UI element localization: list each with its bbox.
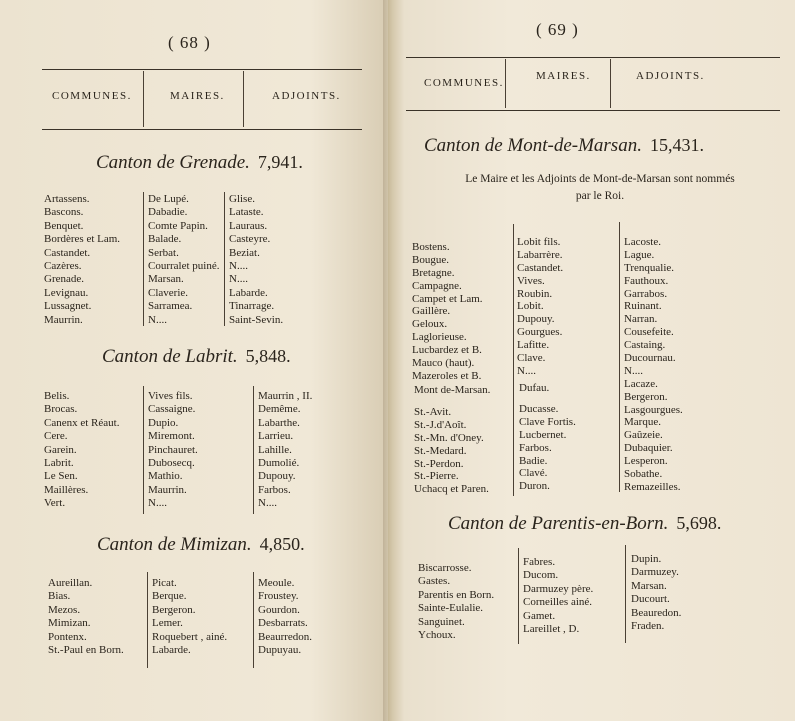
- canton-title: [97, 534, 305, 556]
- maire: Vives.: [517, 274, 545, 287]
- canton-title: [448, 513, 721, 535]
- adjoint: Maurrin , II.: [258, 390, 313, 402]
- commune: Campet et Lam.: [412, 292, 483, 305]
- maire: Duron.: [519, 480, 550, 493]
- commune: Gaillère.: [412, 305, 451, 318]
- header-maires: MAIRES.: [536, 70, 591, 82]
- maire: Labarrère.: [517, 248, 563, 261]
- commune: Bascons.: [44, 206, 84, 219]
- maire: Mathio.: [148, 470, 183, 483]
- commune: Cere.: [44, 430, 68, 443]
- maire: Darmuzey père.: [523, 582, 594, 595]
- communes-column: [418, 562, 494, 642]
- maire: Sarramea.: [148, 300, 193, 313]
- adjoint: Fauthoux.: [624, 274, 669, 287]
- commune: St.-Avit.: [414, 406, 452, 418]
- adjoint: Darmuzey.: [631, 566, 679, 579]
- adjoint: Garrabos.: [624, 287, 668, 300]
- commune: St.-Paul en Born.: [48, 643, 124, 656]
- commune: Canenx et Réaut.: [44, 416, 120, 429]
- column-divider: [143, 192, 144, 326]
- canton-name: Canton de Mont-de-Marsan.: [424, 135, 642, 156]
- maire: Dupouy.: [517, 313, 555, 326]
- commune: Biscarrosse.: [418, 562, 472, 574]
- adjoints-column: [631, 553, 681, 633]
- left-page: [0, 0, 388, 721]
- adjoint: Lague.: [624, 248, 655, 261]
- adjoint: Labarthe.: [258, 416, 300, 429]
- header-adjoints: ADJOINTS.: [272, 90, 341, 102]
- maire: Ducasse.: [519, 403, 559, 415]
- maire: Courralet puiné.: [148, 259, 220, 272]
- commune: Belis.: [44, 390, 70, 402]
- maires-column: [517, 236, 563, 378]
- commune: Garein.: [44, 443, 77, 456]
- adjoint: Gaûzeie.: [624, 429, 663, 442]
- commune: Gastes.: [418, 575, 451, 588]
- adjoint: N....: [624, 364, 643, 377]
- canton-population: 15,431.: [649, 135, 704, 155]
- maire: Vives fils.: [148, 390, 193, 402]
- adjoint: Larrieu.: [258, 430, 294, 443]
- canton-population: 4,850.: [259, 534, 305, 554]
- adjoint: Lasgourgues.: [624, 403, 683, 416]
- maire: Berque.: [152, 590, 187, 603]
- commune: Bordères et Lam.: [44, 233, 121, 246]
- commune: Ychoux.: [418, 628, 456, 641]
- maire: Clave Fortis.: [519, 415, 576, 428]
- commune: Lussagnet.: [44, 300, 92, 313]
- header-bottom-rule: [406, 110, 780, 111]
- header-top-rule: [42, 69, 362, 70]
- commune: Lucbardez et B.: [412, 344, 482, 357]
- maire: Balade.: [148, 233, 182, 246]
- column-divider: [518, 548, 519, 644]
- adjoint: Desbarrats.: [258, 617, 308, 630]
- adjoint: Lesperon.: [624, 455, 668, 468]
- column-divider: [253, 572, 254, 668]
- adjoint: Lauraus.: [229, 219, 268, 232]
- maire: Lobit fils.: [517, 236, 561, 248]
- maires-column: [519, 382, 549, 395]
- adjoint: Marque.: [624, 416, 661, 429]
- commune: Sanguinet.: [418, 615, 465, 628]
- canton-population: 5,848.: [245, 346, 291, 366]
- adjoint: Glise.: [229, 193, 255, 205]
- commune: Vert.: [44, 497, 66, 510]
- communes-column: [414, 406, 489, 496]
- communes-column: [414, 384, 490, 397]
- commune: Artassens.: [44, 193, 90, 205]
- header-adjoints: ADJOINTS.: [636, 70, 705, 82]
- maire: Lobit.: [517, 300, 544, 313]
- adjoint: Lacoste.: [624, 236, 661, 248]
- communes-column: [48, 577, 124, 657]
- page-number: ( 68 ): [168, 33, 211, 52]
- commune: Benquet.: [44, 219, 84, 232]
- commune: Uchacq et Paren.: [414, 483, 489, 496]
- maire: N....: [148, 313, 167, 326]
- adjoint: Froustey.: [258, 590, 299, 603]
- adjoint: Meoule.: [258, 577, 295, 589]
- maire: Bergeron.: [152, 603, 196, 616]
- column-divider: [243, 71, 244, 127]
- canton-population: 7,941.: [257, 152, 303, 172]
- commune: Grenade.: [44, 273, 85, 286]
- commune: Maillères.: [44, 483, 89, 496]
- maires-column: [148, 193, 219, 327]
- adjoints-column: [258, 577, 312, 657]
- right-page: [388, 0, 795, 721]
- maire: Marsan.: [148, 273, 184, 286]
- adjoint: Labarde.: [229, 286, 268, 299]
- adjoint: Fraden.: [631, 619, 665, 632]
- adjoint: Saint-Sevin.: [229, 313, 284, 326]
- adjoint: N....: [258, 497, 277, 510]
- commune: St.-Perdon.: [414, 457, 464, 470]
- commune: Castandet.: [44, 246, 91, 259]
- maire: Corneilles ainé.: [523, 596, 593, 609]
- adjoint: Gourdon.: [258, 603, 300, 616]
- maire: Lucbernet.: [519, 428, 567, 441]
- maire: Labarde.: [152, 643, 191, 656]
- maire: Farbos.: [519, 441, 552, 454]
- column-divider: [147, 572, 148, 668]
- maire: Dubosecq.: [148, 456, 195, 469]
- maire: Fabres.: [523, 556, 556, 568]
- commune: Bias.: [48, 590, 71, 603]
- adjoint: Dubaquier.: [624, 442, 673, 455]
- canton-population: 5,698.: [676, 513, 722, 533]
- commune: Le Sen.: [44, 470, 78, 483]
- maire: Cassaigne.: [148, 403, 196, 416]
- header-maires: MAIRES.: [170, 90, 225, 102]
- adjoint: Castaing.: [624, 339, 666, 352]
- page-number: ( 69 ): [536, 20, 579, 39]
- header-top-rule: [406, 57, 780, 58]
- adjoint: N....: [229, 259, 248, 272]
- commune: St.-Medard.: [414, 444, 467, 457]
- maire: Badie.: [519, 454, 548, 467]
- commune: Brocas.: [44, 403, 78, 416]
- maire: Miremont.: [148, 430, 195, 443]
- maire: N....: [517, 364, 536, 377]
- maire: Roquebert , ainé.: [152, 630, 228, 643]
- column-divider: [513, 224, 514, 496]
- canton-name: Canton de Labrit.: [102, 346, 238, 367]
- commune: Mauco (haut).: [412, 357, 475, 370]
- maires-column: [523, 556, 593, 636]
- adjoint: Dupuyau.: [258, 643, 302, 656]
- header-communes: COMMUNES.: [52, 90, 132, 102]
- adjoint: Dumolié.: [258, 456, 300, 469]
- commune: Cazères.: [44, 259, 82, 272]
- maire: Dufau.: [519, 382, 550, 394]
- communes-column: [412, 241, 483, 383]
- adjoints-column: [258, 390, 312, 511]
- maire: Gourgues.: [517, 326, 563, 339]
- canton-title: [424, 135, 704, 157]
- column-divider: [610, 59, 611, 108]
- commune: Mont de-Marsan.: [414, 384, 491, 396]
- adjoint: Bergeron.: [624, 390, 668, 403]
- adjoint: Lataste.: [229, 206, 264, 219]
- adjoint: Sobathe.: [624, 468, 663, 481]
- adjoint: Beaurredon.: [258, 630, 313, 643]
- book-gutter: [383, 0, 393, 721]
- canton-name: Canton de Mimizan.: [97, 534, 252, 555]
- adjoint: Demême.: [258, 403, 301, 416]
- commune: Pontenx.: [48, 630, 87, 643]
- maire: Ducom.: [523, 569, 559, 582]
- commune: Campagne.: [412, 279, 462, 292]
- header-communes: COMMUNES.: [424, 77, 504, 89]
- commune: Labrit.: [44, 456, 74, 469]
- adjoint: Ducourt.: [631, 593, 670, 606]
- commune: Mezos.: [48, 603, 81, 616]
- column-divider: [619, 222, 620, 492]
- maire: De Lupé.: [148, 193, 189, 205]
- column-divider: [505, 59, 506, 108]
- adjoint: Beauredon.: [631, 606, 682, 619]
- adjoint: Remazeilles.: [624, 480, 681, 493]
- commune: St.-Pierre.: [414, 470, 459, 483]
- adjoint: Lahille.: [258, 443, 292, 456]
- maire: Lareillet , D.: [523, 622, 580, 635]
- adjoint: N....: [229, 273, 248, 286]
- adjoint: Ruinant.: [624, 300, 662, 313]
- maire: Claverie.: [148, 286, 189, 299]
- adjoint: Beziat.: [229, 246, 260, 259]
- column-divider: [224, 192, 225, 326]
- maire: Lafitte.: [517, 339, 550, 352]
- adjoint: Dupin.: [631, 553, 662, 565]
- maire: Maurrin.: [148, 483, 187, 496]
- maire: Picat.: [152, 577, 177, 589]
- maire: Comte Papin.: [148, 219, 208, 232]
- communes-column: [44, 193, 120, 327]
- maires-column: [152, 577, 227, 657]
- canton-name: Canton de Grenade.: [96, 152, 250, 173]
- commune: Mimizan.: [48, 617, 91, 630]
- maire: Serbat.: [148, 246, 179, 259]
- maire: Dabadie.: [148, 206, 188, 219]
- maire: Clavé.: [519, 467, 548, 480]
- maire: Roubin.: [517, 287, 553, 300]
- commune: St.-Mn. d'Oney.: [414, 431, 484, 444]
- commune: Mazeroles et B.: [412, 369, 482, 382]
- canton-title: [102, 346, 291, 368]
- maires-column: [148, 390, 198, 511]
- adjoints-column: [624, 236, 683, 494]
- adjoint: Farbos.: [258, 483, 291, 496]
- adjoint: Ducournau.: [624, 352, 676, 365]
- adjoint: Casteyre.: [229, 233, 271, 246]
- maire: N....: [148, 497, 167, 510]
- column-divider: [253, 386, 254, 514]
- adjoint: Dupouy.: [258, 470, 296, 483]
- commune: St.-J.d'Aoît.: [414, 418, 467, 431]
- column-divider: [143, 71, 144, 127]
- commune: Maurrin.: [44, 313, 83, 326]
- communes-column: [44, 390, 119, 511]
- canton-note: par le Roi.: [575, 190, 625, 202]
- adjoint: Lacaze.: [624, 377, 658, 390]
- maire: Pinchauret.: [148, 443, 198, 456]
- adjoints-column: [229, 193, 283, 327]
- commune: Aureillan.: [48, 577, 93, 589]
- canton-name: Canton de Parentis-en-Born.: [448, 513, 669, 534]
- maire: Castandet.: [517, 261, 564, 274]
- maire: Gamet.: [523, 609, 556, 622]
- adjoint: Trenqualie.: [624, 261, 675, 274]
- commune: Parentis en Born.: [418, 588, 495, 601]
- maires-column: [519, 403, 576, 493]
- adjoint: Marsan.: [631, 579, 667, 592]
- commune: Bretagne.: [412, 266, 455, 279]
- commune: Sainte-Eulalie.: [418, 602, 484, 615]
- maire: Dupio.: [148, 416, 179, 429]
- maire: Clave.: [517, 352, 546, 365]
- commune: Geloux.: [412, 318, 448, 331]
- commune: Levignau.: [44, 286, 89, 299]
- canton-note: Le Maire et les Adjoints de Mont-de-Marsan sont nommés: [465, 173, 735, 185]
- adjoint: Narran.: [624, 313, 658, 326]
- column-divider: [625, 545, 626, 643]
- maire: Lemer.: [152, 617, 183, 630]
- adjoint: Tinarrage.: [229, 300, 275, 313]
- header-bottom-rule: [42, 129, 362, 130]
- commune: Bougue.: [412, 253, 449, 266]
- adjoint: Cousefeite.: [624, 326, 674, 339]
- commune: Bostens.: [412, 241, 450, 253]
- commune: Laglorieuse.: [412, 331, 467, 344]
- canton-title: [96, 152, 303, 174]
- column-divider: [143, 386, 144, 514]
